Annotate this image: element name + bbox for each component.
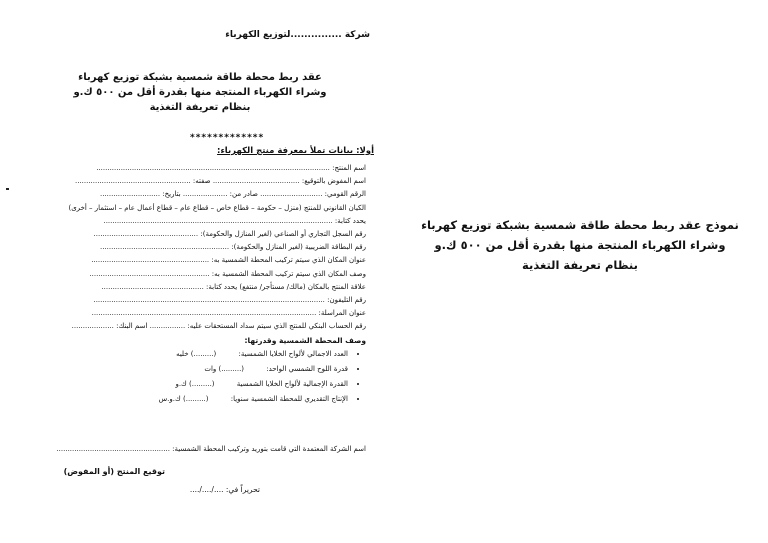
spec-label: الإنتاج التقديري للمحطة الشمسية سنويا: <box>230 394 348 403</box>
cover-title-line: نموذج عقد ربط محطة طاقة شمسية بشبكة توزيع كهرباء <box>421 218 739 232</box>
company-line: شركة ...............لتوزيع الكهرباء <box>225 30 370 40</box>
field-installation-address: عنوان المكان الذي سيتم تركيب المحطة الشمسية به: ..................................................... <box>91 256 366 265</box>
spec-heading: وصف المحطة الشمسية وقدرتها: <box>244 335 366 345</box>
producer-fields <box>26 162 366 407</box>
spec-value: (.........) ك.و <box>175 379 215 388</box>
spec-item <box>26 347 348 362</box>
spec-value: (.........) ك.و.س <box>158 394 209 403</box>
contract-form-page <box>20 20 380 520</box>
title-line: وشراء الكهرباء المنتجة منها بقدرة أقل من ٥٠٠ ك.و <box>73 87 327 98</box>
cover-title-line: بنظام تعريفة التغذية <box>522 258 638 272</box>
spec-item <box>26 377 348 392</box>
stars-separator: ************* <box>190 133 265 143</box>
field-legal-entity: الكيان القانوني للمنتج (منزل – حكومة – قطاع خاص – قطاع عام – قطاع أعمال عام – استثمار – أخرى) <box>68 203 366 212</box>
title-line: عقد ربط محطة طاقة شمسية بشبكة توزيع كهرباء <box>78 72 322 83</box>
signature-label: توقيع المنتج (أو المفوض) <box>63 467 165 476</box>
cover-title <box>410 215 750 275</box>
spec-item <box>26 362 348 377</box>
section-heading: أولا: بيانات تملأ بمعرفة منتج الكهرباء: <box>217 146 374 156</box>
cover-title-line: وشراء الكهرباء المنتجة منها بقدرة أقل من ٥٠٠ ك.و <box>434 238 726 252</box>
spec-value: (.........) خليه <box>176 349 217 358</box>
field-mailing-address: عنوان المراسلة: ..................................................................................................... <box>91 309 366 318</box>
spec-item <box>26 392 348 407</box>
field-bank-account: رقم الحساب البنكي للمنتج الذي سيتم سداد المستحقات عليه: ................ اسم البنك: ................... <box>71 322 366 331</box>
installer-company-line: اسم الشركة المعتمدة التي قامت بتوريد وتركيب المحطة الشمسية: ................................................... <box>56 445 366 453</box>
field-producer-name: اسم المنتج: ......................................................................................................... <box>96 164 366 172</box>
scan-mark <box>6 188 9 190</box>
field-commercial-register: رقم السجل التجاري أو الصناعي (لغير المنازل والحكومة): ............................................... <box>93 230 366 239</box>
contract-title <box>20 70 380 115</box>
date-line: تحريراً في: ..../..../.... <box>189 485 260 494</box>
spec-label: قدرة اللوح الشمسي الواحد: <box>266 364 348 373</box>
spec-label: العدد الاجمالي لألواح الخلايا الشمسية: <box>238 349 348 358</box>
spec-value: (.........) وات <box>204 364 245 373</box>
field-national-id: الرقم القومي: ............................ صادر من: .................... بتاريخ: ........................... <box>100 190 366 199</box>
field-tax-card: رقم البطاقة الضريبية (لغير المنازل والحكومة): .......................................................... <box>100 243 366 252</box>
title-line: بنظام تعريفة التغذية <box>149 102 251 113</box>
cover-page <box>410 215 750 275</box>
spec-list <box>26 347 366 407</box>
spec-label: القدرة الإجمالية لألواح الخلايا الشمسية <box>236 379 348 388</box>
field-phone: رقم التليفون: ........................................................................................................ <box>93 296 366 305</box>
field-authorized-signer: اسم المفوض بالتوقيع: ....................................... صفته: .................................................... <box>74 177 366 186</box>
field-relation-to-place: علاقة المنتج بالمكان (مالك/ مستأجر/ منتفع) يحدد كتابة: .............................................. <box>101 282 366 291</box>
field-installation-description: وصف المكان الذي سيتم تركيب المحطة الشمسية به: ...................................................... <box>89 269 366 278</box>
field-specify-in-writing: يحدد كتابة: ....................................................................................................... <box>103 216 366 225</box>
